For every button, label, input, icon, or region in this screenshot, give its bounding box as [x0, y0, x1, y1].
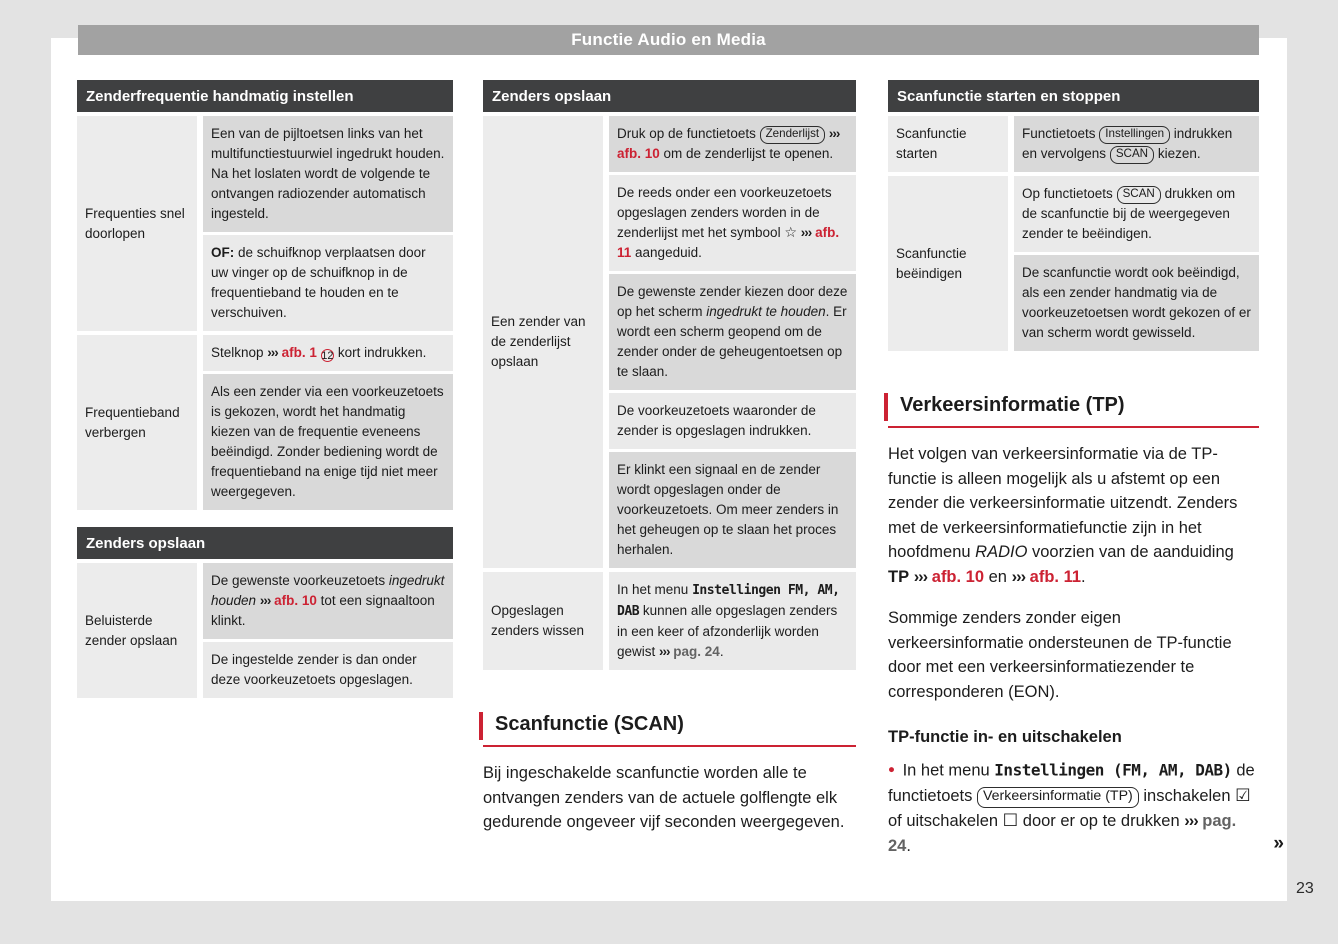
text-run: Instellingen FM, AM, DAB [617, 583, 840, 619]
text-run: of uitschakelen [888, 812, 1003, 831]
table-cell [203, 235, 453, 331]
tp-bullet-item [888, 758, 1283, 858]
table-cell [1014, 116, 1259, 172]
table-cell [1014, 176, 1259, 252]
table-cell [609, 274, 856, 390]
table-zenders-opslaan-middle [483, 80, 856, 670]
column-right [888, 80, 1283, 875]
row-label: Scanfunctie beëindigen [888, 176, 1008, 351]
text-run: inschakelen [1138, 786, 1236, 805]
text-run: Het volgen van verkeersinformatie via de TP-functie is alleen mogelijk als u afstemt op een zender die verkeersinformatie uitzendt. Zenders met de verkeersinformatiefunctie zijn in het hoofdmenu [888, 445, 1238, 561]
text-run: Sommige zenders zonder eigen verkeersinformatie ondersteunen de TP-functie door met een verkeersinformatiezender te corresponderen (EON). [888, 609, 1232, 701]
table-cell [203, 374, 453, 510]
text-run: . [906, 836, 911, 855]
table-row [888, 176, 1259, 351]
section-heading-scanfunctie [483, 712, 856, 747]
text-run: aangeduid. [631, 245, 702, 260]
table-zenders-opslaan-left [77, 527, 453, 698]
figure-reference: afb. 1 [281, 345, 317, 360]
row-label: Frequenties snel doorlopen [77, 116, 197, 331]
text-run: Een van de pijltoetsen links van het multifunctiestuurwiel ingedrukt houden. Na het loslaten wordt de volgende te ontvangen radiozender automatisch ingesteld. [211, 126, 445, 221]
text-run: kiezen. [1154, 146, 1201, 161]
table-cell [1014, 255, 1259, 351]
text-run: Op functietoets [1022, 186, 1117, 201]
reference-arrow-icon: ››› [267, 345, 278, 360]
section-title: Verkeersinformatie (TP) [900, 394, 1125, 416]
text-run: De scanfunctie wordt ook beëindigd, als een zender handmatig via de voorkeuzetoetsen wordt gekozen of er van scherm wordt gewisseld. [1022, 265, 1251, 340]
text-run: Stelknop [211, 345, 268, 360]
text-run: . [719, 644, 724, 659]
tp-paragraph-2 [888, 606, 1259, 704]
checkbox-icon: ☐ [1002, 810, 1019, 831]
figure-reference: afb. 11 [1029, 567, 1082, 586]
row-label: Frequentieband verbergen [77, 335, 197, 510]
table-cell [609, 452, 856, 568]
table-cell [203, 642, 453, 698]
text-run: OF: [211, 245, 235, 260]
row-cells [609, 116, 856, 568]
section-verkeersinformatie [888, 393, 1283, 858]
row-cells [1014, 116, 1259, 172]
reference-arrow-icon: ››› [828, 126, 840, 141]
function-key: Instellingen [1099, 126, 1170, 144]
text-run: en [984, 567, 1012, 586]
star-icon: ☆ [784, 225, 798, 241]
page-number: 23 [1296, 880, 1314, 897]
table-row [77, 335, 453, 510]
row-cells [203, 563, 453, 698]
reference-arrow-icon: ››› [259, 593, 271, 608]
table-cell [203, 563, 453, 639]
checkbox-icon: ☑ [1235, 784, 1251, 805]
text-run: De gewenste zender kiezen door deze op het scherm [617, 284, 848, 319]
text-run: Er klinkt een signaal en de zender wordt opgeslagen onder de voorkeuzetoets. Om meer zenders in het geheugen op te slaan het proces herhalen. [617, 462, 839, 557]
text-run: drukken om de scanfunctie bij de weergegeven zender te beëindigen. [1022, 186, 1236, 241]
column-left [77, 80, 453, 715]
table-row [77, 116, 453, 331]
table-cell [609, 116, 856, 172]
table-cell [203, 116, 453, 232]
row-label: Een zender van de zenderlijst opslaan [483, 116, 603, 568]
text-run: De voorkeuzetoets waaronder de zender is opgeslagen indrukken. [617, 403, 816, 438]
function-key: Verkeersinformatie (TP) [977, 787, 1139, 808]
section-title: Scanfunctie (SCAN) [495, 713, 684, 735]
text-run: ingedrukt houden [211, 573, 445, 608]
banner-title: Functie Audio en Media [571, 30, 766, 49]
figure-reference: afb. 10 [931, 567, 985, 586]
table-cell [609, 393, 856, 449]
reference-arrow-icon: ››› [659, 644, 670, 659]
reference-arrow-icon: ››› [1011, 567, 1026, 586]
text-run: Als een zender via een voorkeuzetoets is gekozen, wordt het handmatig kiezen van de frequentie eveneens beëindigd. Zonder bediening wordt de frequentieband na enige tijd niet meer weergegeven. [211, 384, 444, 499]
row-cells [203, 116, 453, 331]
text-run: De ingestelde zender is dan onder deze voorkeuzetoets opgeslagen. [211, 652, 417, 687]
table-title: Zenders opslaan [77, 527, 453, 559]
section-scanfunctie [483, 712, 856, 835]
text-run: . [1081, 567, 1086, 586]
table-title: Zenders opslaan [483, 80, 856, 112]
text-run: Instellingen (FM, AM, DAB) [994, 760, 1232, 780]
function-key: SCAN [1110, 146, 1154, 164]
function-key: SCAN [1117, 186, 1161, 204]
row-label: Opgeslagen zenders wissen [483, 572, 603, 670]
figure-reference: afb. 11 [617, 225, 840, 260]
table-row [483, 572, 856, 670]
text-run: ingedrukt te houden [706, 304, 826, 319]
text-run: kort indrukken. [334, 345, 427, 360]
row-label: Beluisterde zender opslaan [77, 563, 197, 698]
table-zenderfrequentie-handmatig-instellen [77, 80, 453, 510]
reference-arrow-icon: ››› [913, 567, 928, 586]
table-title: Scanfunctie starten en stoppen [888, 80, 1259, 112]
bullet-icon: ● [888, 764, 895, 776]
figure-reference: afb. 10 [617, 146, 660, 161]
column-middle [483, 80, 856, 852]
text-run: indrukken en vervolgens [1022, 126, 1233, 161]
text-run: . Er wordt een scherm geopend om de zender onder de geheugentoetsen op te slaan. [617, 304, 847, 379]
text-run: de schuifknop verplaatsen door uw vinger op de schuifknop in de frequentieband te houden en te verschuiven. [211, 245, 426, 320]
text-run: TP [888, 567, 910, 586]
table-row [77, 563, 453, 698]
text-run: door er op te drukken [1018, 812, 1185, 831]
scanfunctie-paragraph: Bij ingeschakelde scanfunctie worden alle te ontvangen zenders van de actuele golflengte elk gedurende ongeveer vijf seconden weergegeven. [483, 764, 845, 831]
table-scanfunctie-starten-en-stoppen [888, 80, 1259, 351]
table-cell [609, 572, 856, 670]
reference-arrow-icon: ››› [800, 225, 812, 240]
page-banner [78, 25, 1259, 55]
tp-paragraph-1 [888, 442, 1259, 589]
row-label: Scanfunctie starten [888, 116, 1008, 172]
table-row [888, 116, 1259, 172]
text-run: In het menu [617, 582, 693, 597]
table-row [483, 116, 856, 568]
text-run: Druk op de functietoets [617, 126, 760, 141]
text-run: om de zenderlijst te openen. [659, 146, 834, 161]
section-heading-verkeersinformatie [888, 393, 1259, 428]
page-reference: pag. 24 [888, 812, 1237, 855]
text-run: RADIO [975, 543, 1028, 561]
row-cells [1014, 176, 1259, 351]
text-run: de functietoets [888, 761, 1255, 805]
text-run: In het menu [897, 761, 995, 780]
text-run: voorzien van de aanduiding [1027, 543, 1234, 561]
tp-subheading: TP-functie in- en uitschakelen [888, 728, 1122, 746]
page-reference: pag. 24 [673, 644, 720, 659]
continuation-marker-icon: » [1273, 832, 1283, 854]
red-accent-bar-icon [479, 712, 483, 740]
callout-number: 12 [321, 349, 334, 362]
table-title: Zenderfrequentie handmatig instellen [77, 80, 453, 112]
text-run: Functietoets [1022, 126, 1100, 141]
table-cell [203, 335, 453, 371]
figure-reference: afb. 10 [274, 593, 317, 608]
text-run: De gewenste voorkeuzetoets [211, 573, 389, 588]
red-accent-bar-icon [884, 393, 888, 421]
text-run: kunnen alle opgeslagen zenders in een keer of afzonderlijk worden gewist [617, 603, 838, 659]
text-run: De reeds onder een voorkeuzetoets opgeslagen zenders worden in de zenderlijst met het symbool [617, 185, 832, 240]
row-cells [203, 335, 453, 510]
row-cells [609, 572, 856, 670]
reference-arrow-icon: ››› [1184, 812, 1198, 831]
text-run [317, 345, 321, 360]
function-key: Zenderlijst [760, 126, 826, 144]
text-run: tot een signaaltoon klinkt. [211, 593, 435, 628]
table-cell [609, 175, 856, 271]
